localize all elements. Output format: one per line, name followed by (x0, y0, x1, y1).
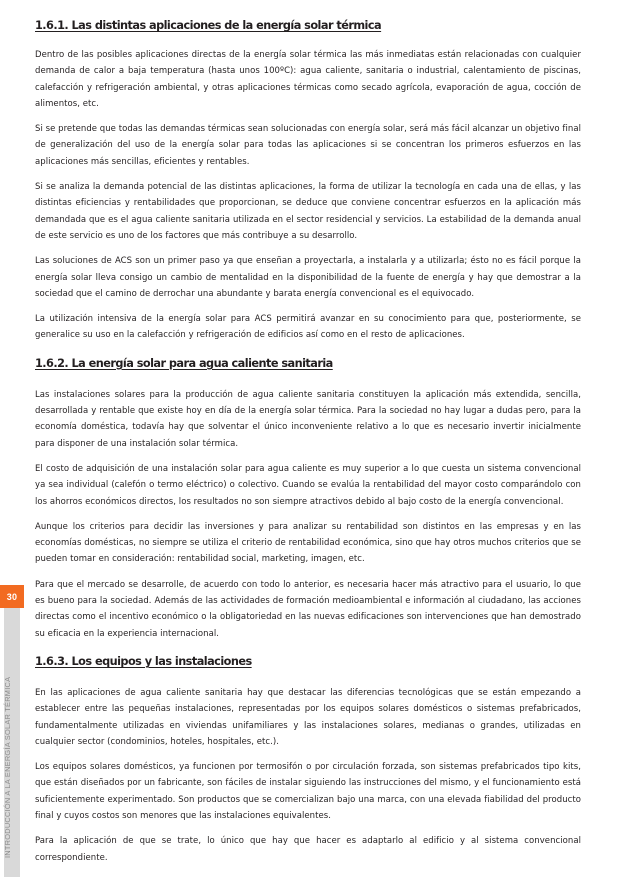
paragraph: Para la aplicación de que se trate, lo único que hay que hacer es adaptarlo al edificio y al sistema convencional correspondiente. (35, 836, 581, 863)
paragraph: Para que el mercado se desarrolle, de acuerdo con todo lo anterior, es necesaria hacer más atractivo para el usuario, lo que es bueno para la sociedad. Además de las actividades de formación medioambiental e información al ciudadano, las acciones directas como el incentivo económico o la obligatoriedad en las nuevas edificaciones son intervenciones que han demostrado su eficacia en la experiencia internacional. (35, 579, 581, 639)
section-heading-1-6-2: 1.6.2. La energía solar para agua caliente sanitaria (35, 356, 333, 370)
paragraph: Si se analiza la demanda potencial de las distintas aplicaciones, la forma de utilizar la tecnología en cada una de ellas, y las distintas eficiencias y rentabilidades que proporcionan, se deduce que conviene concentrar esfuerzos en la aplicación más demandada que es el agua caliente sanitaria utilizada en el sector residencial y servicios. La estabilidad de la demanda anual de este servicio es uno de los factores que más contribuye a su desarrollo. (35, 182, 581, 241)
paragraph: Los equipos solares domésticos, ya funcionen por termosifón o por circulación forzada, son sistemas prefabricados tipo kits, que están diseñados por un fabricante, son fáciles de instalar siguiendo las instrucciones del mismo, y el funcionamiento está suficientemente experimentado. Son productos que se comercializan bajo una marca, con una elevada fiabilidad del producto final y cuyos costos son menores que las instalaciones equivalentes. (35, 762, 581, 821)
section-heading-1-6-3: 1.6.3. Los equipos y las instalaciones (35, 654, 252, 668)
section-caption: INTRODUCCIÓN A LA ENERGÍA SOLAR TÉRMICA (3, 676, 12, 858)
paragraph: Las instalaciones solares para la producción de agua caliente sanitaria constituyen la aplicación más extendida, sencilla, desarrollada y rentable que existe hoy en día de la energía solar térmica. Para la sociedad no hay lugar a dudas pero, para la economía doméstica, todavía hay que solventar el único inconveniente relativo a lo que es necesario invertir inicialmente para disponer de una instalación solar térmica. (35, 389, 581, 449)
paragraph: Dentro de las posibles aplicaciones directas de la energía solar térmica las más inmediatas están relacionadas con cualquier demanda de calor a baja temperatura (hasta unos 100ºC): agua caliente, sanitaria o industrial, calentamiento de piscinas, calefacción y refrigeración ambiental, y otras aplicaciones térmicas como secado agrícola, evaporación de agua, cocción de alimentos, etc. (35, 50, 581, 109)
page-sidebar (0, 0, 24, 877)
page-number: 30 (0, 585, 24, 608)
paragraph: Aunque los criterios para decidir las inversiones y para analizar su rentabilidad son distintos en las empresas y en las economías domésticas, no siempre se utiliza el criterio de rentabilidad económica, sino que hay otros muchos criterios que se pueden tomar en consideración: rentabilidad social, marketing, imagen, etc. (35, 521, 581, 565)
paragraph: El costo de adquisición de una instalación solar para agua caliente es muy superior a lo que cuesta un sistema convencional ya sea individual (calefón o termo eléctrico) o colectivo. Cuando se evalúa la rentabilidad del mayor costo comparándolo con los ahorros económicos directos, los resultados no son siempre atractivos debido al bajo costo de la energía convencional. (35, 463, 581, 507)
page-content (35, 10, 581, 866)
paragraph: La utilización intensiva de la energía solar para ACS permitirá avanzar en su conocimiento para que, posteriormente, se generalice su uso en la calefacción y refrigeración de edificios así como en el resto de aplicaciones. (35, 314, 581, 341)
paragraph: Si se pretende que todas las demandas térmicas sean solucionadas con energía solar, será más fácil alcanzar un objetivo final de generalización del uso de la energía solar para todas las aplicaciones si se concentran los primeros esfuerzos en las aplicaciones más sencillas, eficientes y rentables. (35, 124, 581, 167)
paragraph: Las soluciones de ACS son un primer paso ya que enseñan a proyectarla, a instalarla y a utilizarla; ésto no es fácil porque la energía solar lleva consigo un cambio de mentalidad en la disponibilidad de la fuente de energía y hay que demostrar a la sociedad que el camino de derrochar una abundante y barata energía convencional es el equivocado. (35, 256, 581, 299)
section-heading-1-6-1: 1.6.1. Las distintas aplicaciones de la energía solar térmica (35, 19, 382, 32)
paragraph: En las aplicaciones de agua caliente sanitaria hay que destacar las diferencias tecnológicas que se están empezando a establecer entre las pequeñas instalaciones, representadas por los equipos solares domésticos o sistemas prefabricados, fundamentalmente utilizadas en viviendas unifamiliares y las instalaciones solares, medianas o grandes, utilizadas en cualquier sector (condominios, hoteles, hospitales, etc.). (35, 687, 581, 747)
